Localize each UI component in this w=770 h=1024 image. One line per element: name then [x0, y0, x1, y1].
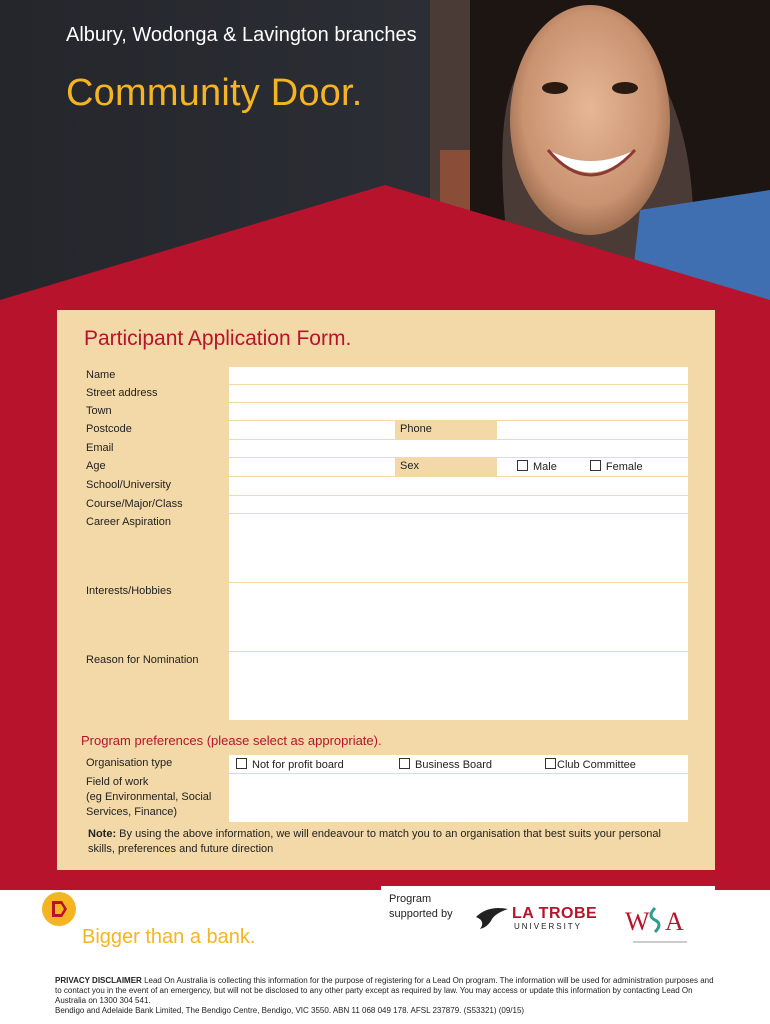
svg-text:W: W — [625, 907, 650, 936]
female-label: Female — [605, 461, 643, 473]
club-committee-checkbox[interactable] — [545, 758, 556, 769]
row-email — [81, 439, 688, 457]
interests-field[interactable] — [229, 582, 688, 651]
org-type-label: Organisation type — [81, 754, 229, 773]
name-label: Name — [81, 366, 229, 384]
svg-text:On: On — [291, 913, 341, 952]
school-label: School/University — [81, 476, 229, 495]
female-checkbox[interactable] — [590, 460, 601, 471]
row-name — [81, 366, 688, 384]
field-of-work-field[interactable] — [229, 773, 688, 822]
note-text — [88, 827, 688, 857]
sex-label: Sex — [395, 457, 497, 476]
form-title: Participant Application Form. — [84, 327, 352, 350]
age-label: Age — [81, 457, 229, 476]
school-field[interactable] — [229, 476, 688, 495]
business-board-label: Business Board — [415, 759, 493, 771]
age-field[interactable] — [229, 457, 395, 476]
male-checkbox[interactable] — [517, 460, 528, 471]
bank-tagline: Bigger than a bank. — [82, 926, 256, 948]
town-label: Town — [81, 402, 229, 420]
disclaimer-label: PRIVACY DISCLAIMER — [55, 976, 142, 985]
row-interests — [81, 582, 688, 651]
program-title: Program preferences (please select as appropriate). — [81, 733, 382, 748]
latrobe-bird-icon — [474, 903, 510, 931]
lead-on-logo — [285, 890, 355, 952]
business-board-checkbox[interactable] — [399, 758, 410, 769]
female-option[interactable] — [590, 461, 643, 473]
option-not-for-profit[interactable] — [236, 758, 344, 771]
option-club-committee[interactable] — [545, 758, 636, 771]
row-career — [81, 513, 688, 582]
disclaimer-text: Lead On Australia is collecting this information for the purpose of registering for a Lead On program. The information will be used for administration purposes and to contact you in the event of an emergency, but will not be disclosed to any other party except as required by law. You may access or update this information by contacting Lead On Australia on 1300 304 541. — [55, 976, 714, 1005]
not-for-profit-checkbox[interactable] — [236, 758, 247, 769]
email-label: Email — [81, 439, 229, 457]
club-committee-label: Club Committee — [557, 759, 636, 771]
career-field[interactable] — [229, 513, 688, 582]
career-label: Career Aspiration — [81, 513, 229, 582]
phone-label: Phone — [395, 420, 497, 439]
note-label: Note: — [88, 828, 117, 840]
male-label: Male — [533, 461, 557, 473]
street-field[interactable] — [229, 384, 688, 402]
branches-subtitle: Albury, Wodonga & Lavington branches — [66, 24, 417, 46]
bendigo-bank-logo-icon — [40, 890, 78, 928]
svg-text:LEAD: LEAD — [287, 894, 333, 916]
svg-text:A: A — [665, 907, 684, 936]
sex-options — [497, 457, 688, 476]
field-of-work-label: Field of work (eg Environmental, Social Services, Finance) — [81, 773, 229, 822]
bank-name: Bendigo Bank — [82, 895, 245, 923]
town-field[interactable] — [229, 402, 688, 420]
name-field[interactable] — [229, 366, 688, 384]
course-label: Course/Major/Class — [81, 495, 229, 513]
wsa-logo — [625, 900, 695, 946]
option-business-board[interactable] — [399, 758, 492, 771]
phone-field[interactable] — [497, 420, 688, 439]
row-postcode — [81, 420, 688, 439]
reason-label: Reason for Nomination — [81, 651, 229, 720]
postcode-field[interactable] — [229, 420, 395, 439]
email-field[interactable] — [229, 439, 688, 457]
row-age — [81, 457, 688, 476]
latrobe-name: LA TROBE — [512, 905, 598, 922]
row-reason — [81, 651, 688, 720]
reason-field[interactable] — [229, 651, 688, 720]
course-field[interactable] — [229, 495, 688, 513]
row-school — [81, 476, 688, 495]
note-body: By using the above information, we will endeavour to match you to an organisation that best suits your personal skills, preferences and future direction — [88, 828, 661, 855]
postcode-label: Postcode — [81, 420, 229, 439]
row-course — [81, 495, 688, 513]
male-option[interactable] — [517, 461, 557, 473]
interests-label: Interests/Hobbies — [81, 582, 229, 651]
not-for-profit-label: Not for profit board — [252, 759, 344, 771]
org-type-options — [229, 754, 688, 773]
row-town — [81, 402, 688, 420]
row-field-of-work — [81, 773, 688, 822]
row-org-type — [81, 754, 688, 773]
street-label: Street address — [81, 384, 229, 402]
page-title: Community Door. — [66, 72, 363, 114]
row-street — [81, 384, 688, 402]
company-line: Bendigo and Adelaide Bank Limited, The Bendigo Centre, Bendigo, VIC 3550. ABN 11 068 049 178. AFSL 237879. (S53321) (09/15) — [55, 1006, 525, 1015]
latrobe-subtitle: UNIVERSITY — [514, 922, 583, 931]
program-supported-text: Program supported by — [389, 893, 453, 920]
privacy-disclaimer — [55, 976, 720, 1016]
footer-divider — [268, 893, 270, 951]
